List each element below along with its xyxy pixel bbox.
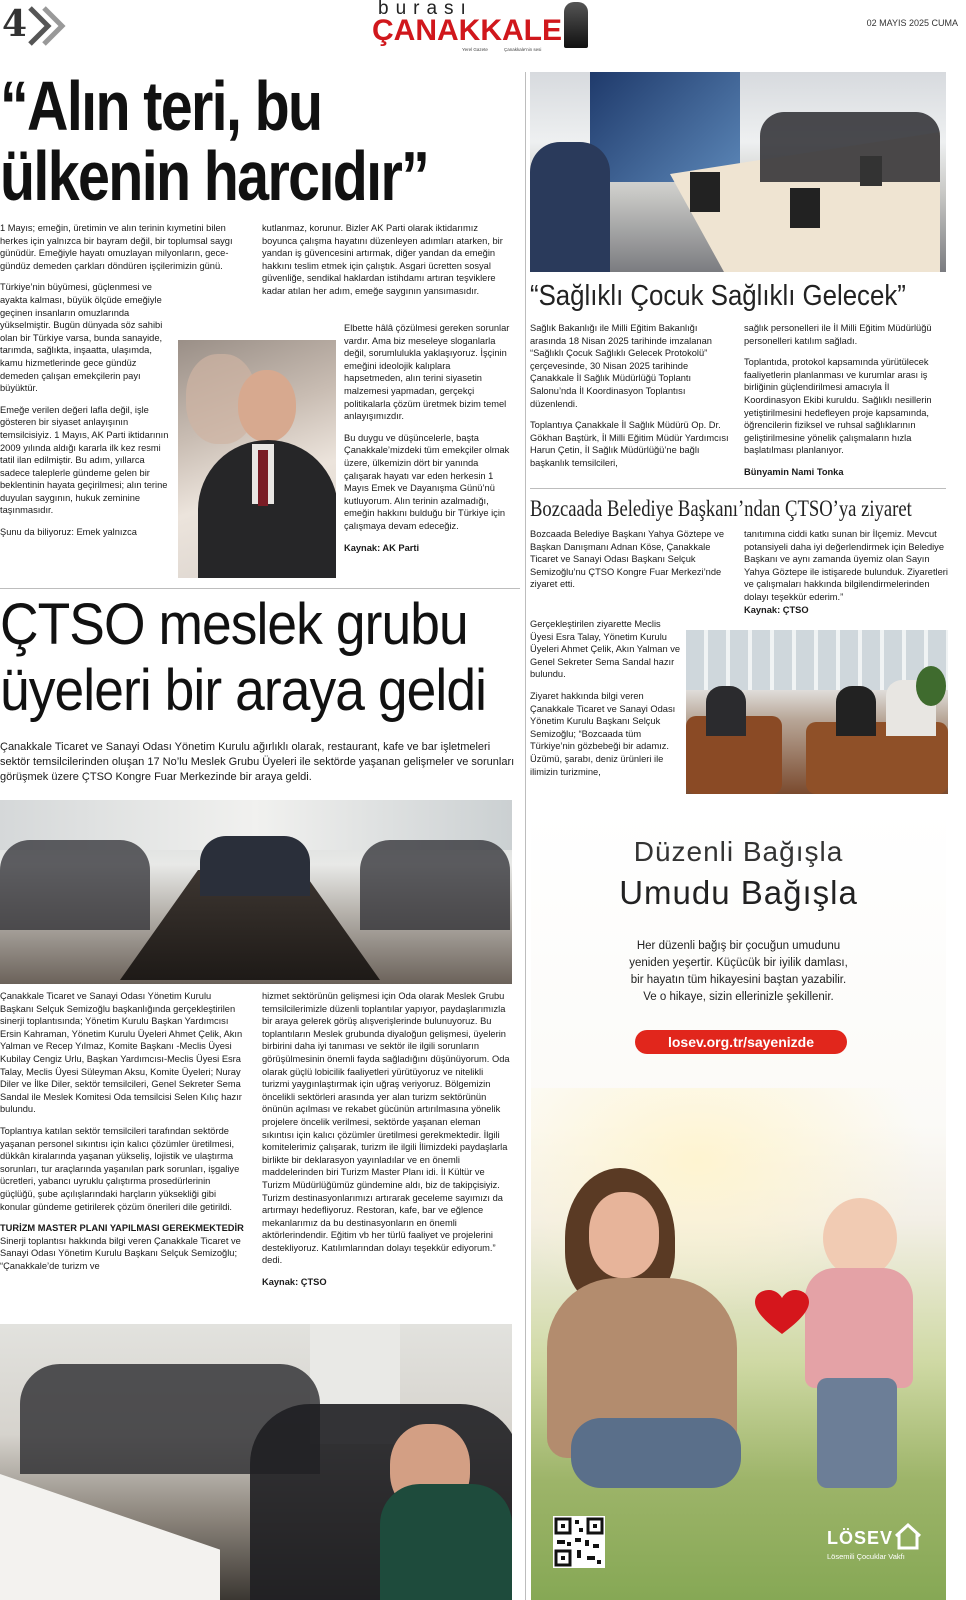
headline-line-1: “Alın teri, bu — [0, 67, 322, 145]
headline-line-1: ÇTSO meslek grubu — [0, 592, 468, 657]
brand-main: ÇANAKKALE — [372, 14, 562, 47]
losev-logo-subtitle: Lösemili Çocuklar Vakfı — [827, 1552, 905, 1561]
paragraph: Sinerji toplantısı hakkında bilgi veren Çanakkale Ticaret ve Sanayi Odası Yönetim Kurulu Başkanı Selçuk Semizoğlu; “Çanakkale’de turizm ve — [0, 1235, 241, 1271]
page-header — [0, 0, 966, 58]
paragraph: Elbette hâlâ çözülmesi gereken sorunlar vardır. Ama biz meseleye sloganlarla değil, sorumlulukla yaklaşıyoruz. İşçinin emeğini ideolojik kalıplara hapsetmeden, alın terini siyasetin malzemesi yapmadan, gerçekçi politikalarla çözüm üretmek bizim temel anlayışımızdır. — [344, 323, 510, 422]
paragraph: tanıtımına ciddi katkı sunan bir İlçemiz. Mevcut potansiyeli daha iyi değerlendirmek için Belediye Başkanı ve aynı zamanda üyemiz olan Sayın Yahya Göztepe ile istişarede bulunduk. Ziyaretleri ve çalışmaları hakkında bilgilendirmelerinden dolayı teşekkür ederim.” — [744, 529, 948, 602]
article-column-2 — [262, 222, 512, 307]
ataturk-silhouette-icon — [564, 2, 588, 48]
masthead-logo — [372, 0, 590, 56]
paragraph: Emeğe verilen değeri lafla değil, işle gösteren bir siyaset anlayışının temsilcisiyiz. 1 Mayıs, AK Parti iktidarının 2009 yılında aldığı kararla ilk kez resmi tatil ilan edilmiştir. Bu adım, yıllarca sadece taleplerle gündeme gelen bir beklentinin hayata geçirilmesi; alın terine duyulan saygının, hukuk zeminine taşınmasıdır. — [0, 404, 169, 516]
subheading: TURİZM MASTER PLANI YAPILMASI GEREKMEKTEDİR — [0, 1223, 244, 1234]
paragraph: Sağlık Bakanlığı ile Milli Eğitim Bakanlığı arasında 18 Nisan 2025 tarihinde imzalanan “Sağlıklı Çocuk Sağlıklı Gelecek Protokolü” çerçevesinde, 30 Nisan 2025 tarihinde Çanakkale İl Sağlık Müdürlüğü Toplantı Salonu’nda İl Koordinasyon Toplantısı düzenlendi. — [530, 323, 712, 409]
ad-url-button[interactable]: losev.org.tr/sayenizde — [635, 1030, 847, 1054]
ad-body-line-1: Her düzenli bağış bir çocuğun umudunu — [636, 940, 841, 952]
article-column-2 — [744, 528, 948, 625]
advertisement-losev — [531, 808, 946, 1600]
headline: Bozcaada Belediye Başkanı’ndan ÇTSO’ya ziyaret — [530, 496, 912, 521]
ad-body-line-3: bir hayatın tüm hikayesini baştan yazabilir. — [630, 974, 847, 986]
section-divider — [530, 488, 946, 489]
paragraph: Toplantıya katılan sektör temsilcileri tarafından sektörde yaşanan personel sıkıntısı için kalıcı çözümler üretilmesi, dükkân kiralarında yaşanan yükseliş, lojistik ve ulaştırma sorunları, tur araçlarında yaşanılan park sorunları, işgaliye ücretleri, yabancı uyruklu çalıştırma prosedürlerinin güçlüğü, şube açılışlarındaki harçların yüksekliği gibi konular gündeme getirilerek çözüm önerileri dile getirildi. — [0, 1125, 240, 1212]
article-alin-teri — [0, 67, 520, 590]
article-column-1b — [530, 618, 682, 787]
chevron-right-icon — [24, 6, 68, 46]
paragraph: hizmet sektörünün gelişmesi için Oda olarak Meslek Grubu temsilcilerimizle düzenli toplantılar yapıyor, paydaşlarımızla bir araya gelerek görüş alışverişlerinde bulunuyoruz. Bu toplantıların Meslek grubunda diyaloğun gelişmesi, üyelerin birbirini daha iyi tanıması ve sektör ile ilgili sorunların görüşülmesinin önemli fayda sağladığını düşünüyorum. Oda olarak güçlü lobicilik faaliyetleri yürütüyoruz ve nitelikli turizmi yaygınlaştırmak için uğraş veriyoruz. Bölgemizin öncelikli sektörleri arasında yer alan turizm sektörünün önünün açılması ve rekabet gücünün artırılmasına yönelik projelere öncelik verilmesi, sektörde yaşanan eleman sıkıntısı için kalıcı çözümler üretilmesi gerekmektedir. İlgili komitelerimiz çalışarak, turizm ile ilgili İlimizdeki paydaşlarla birlikte bir deklarasyon yayınladılar ve en önemli maddelerinden biri Turizm Master Planı idi. İl Kültür ve Turizm Müdürlüğümüz gündemine aldı, biz de takipçisiyiz. Turizm destinasyonlarımızı artırarak geceleme sayımızı da artırmayı hedefliyoruz. Restoran, kafe, bar ve eğlence mekanlarımız da bu destinasyonların en önemli aktörlerindendir. Eğitim vb her türlü faaliyet ve projelerini destekliyoruz. Katılımlarından dolayı teşekkür ediyorum.” dedi. — [262, 991, 510, 1266]
losev-logo — [823, 1520, 943, 1572]
ad-body-line-4: Ve o hikaye, sizin ellerinizle şekillenir. — [643, 991, 834, 1003]
article-column-2 — [262, 990, 512, 1298]
lead-paragraph: Çanakkale Ticaret ve Sanayi Odası Yönetim Kurulu ağırlıklı olarak, restaurant, kafe ve bar işletmeleri sektör temsilcilerinden oluşan 17 No’lu Meslek Grubu Üyeleri ile sektörde yaşanan gelişmeler ve sorunları görüşmek üzere ÇTSO Kongre Fuar Merkezinde bir araya geldi. — [0, 741, 515, 783]
issue-date: 02 MAYIS 2025 CUMA — [866, 18, 958, 28]
article-ctso-meslek — [0, 592, 520, 1600]
house-icon — [893, 1522, 923, 1550]
headline-line-2: ülkenin harcıdır” — [0, 137, 429, 215]
source: Kaynak: AK Parti — [344, 542, 420, 553]
article-column-2 — [744, 322, 946, 488]
paragraph: Gerçekleştirilen ziyarette Meclis Üyesi Esra Talay, Yönetim Kurulu Üyeleri Ahmet Çelik, Akın Yalman ve Genel Sekreter Sema Sandal hazır bulundu. — [530, 619, 681, 680]
paragraph: Türkiye’nin büyümesi, güçlenmesi ve ayakta kalması, büyük ölçüde emeğiyle geçinen insanların omuzlarında yükselmiştir. Bugün dünyada söz sahibi olan bir Türkiye varsa, bunda sanayide, tarımda, sağlıkta, inşaatta, ulaşımda, kamu hizmetlerinde gece gündüz demeden çalışan emekçilerin payı büyüktür. — [0, 282, 163, 394]
paragraph: Toplantıya Çanakkale İl Sağlık Müdürü Op. Dr. Gökhan Baştürk, İl Milli Eğitim Müdür Yardımcısı Harun Çetin, İl Sağlık Müdürlüğü’ne bağlı başkanlık temsilcileri, — [530, 420, 729, 468]
paragraph: Şunu da biliyoruz: Emek yalnızca — [0, 527, 137, 538]
losev-logo-text: LÖSEV — [827, 1528, 894, 1548]
author: Bünyamin Nami Tonka — [744, 466, 844, 477]
photo-coordination-meeting — [530, 72, 946, 272]
article-column-1 — [530, 322, 730, 479]
brand-tagline-2: Çanakkale'nin sesi — [504, 47, 542, 52]
page-number: 4 — [2, 3, 28, 45]
paragraph: Ziyaret hakkında bilgi veren Çanakkale Ticaret ve Sanayi Odası Yönetim Kurulu Başkanı Selçuk Semizoğlu; “Bozcaada tüm Türkiye’nin gözbebeği bir adamız. Üzümü, şarabı, deniz ürünleri ile ilimizin turizmine, — [530, 690, 676, 777]
photo-visit-lounge — [686, 630, 948, 794]
paragraph: sağlık personelleri ile İl Milli Eğitim Müdürlüğü personelleri katılım sağladı. — [744, 323, 932, 346]
ad-body-line-2: yeniden yeşertir. Küçücük bir iyilik damlası, — [629, 957, 848, 969]
source: Kaynak: ÇTSO — [262, 1277, 327, 1288]
paragraph: Toplantıda, protokol kapsamında yürütülecek faaliyetlerin planlanması ve kurumlar arası iş birliğinin güçlendirilmesi amacıyla İl Koordinasyon Ekibi kuruldu. Sağlıklı nesillerin yetiştirilmesini hedefleyen proje kapsamında, öğrencilerin fiziksel ve ruhsal sağlıklarının geliştirilmesine yönelik çalışmaların hızla başlatılması planlanıyor. — [744, 357, 932, 456]
paragraph: 1 Mayıs; emeğin, üretimin ve alın terinin kıymetini bilen herkes için yalnızca bir bayram değil, bir toplumsal saygı günüdür. Emeğiyle hayatı omuzlayan milyonların, gece-gündüz demeden çarkları döndüren işçilerimizin günü. — [0, 223, 233, 271]
article-column-1 — [0, 990, 246, 1281]
heart-icon — [755, 1290, 809, 1336]
paragraph: Çanakkale Ticaret ve Sanayi Odası Yönetim Kurulu Başkanı Selçuk Semizoğlu başkanlığında gerçekleştirilen sinerji toplantısında; Yönetim Kurulu Başkan Yardımcısı Ersin Kahraman, Yönetim Kurulu Üyeleri Ahmet Çelik, Akın Yalman ve Recep Yılmaz, Komite Başkanı -Meclis Üyesi Kubilay Cengiz Urlu, Başkan Yardımcısı-Meclis Üyesi Esra Talay, Meclis Üyesi Süleyman Aksu, Komite Üyeleri; Nuray Diler ve İlke Diler, sektör temsilcileri, Genel Sekreter Sema Sandal ile Meslek Komitesi Oda temsilcisi Selen Kılıç hazır bulundu. — [0, 991, 243, 1115]
photo-politician-portrait — [178, 340, 336, 578]
paragraph: kutlanmaz, korunur. Bizler AK Parti olarak iktidarımız boyunca çalışma hayatını düzenleyen adımları atarken, bir yandan iş güvencesini artırmak, diğer yandan da emeğin hakkını teslim etmek için çalıştık. Asgari ücretten sosyal güvenliğe, sendikal haklardan istihdamı artıran teşviklere kadar atılan her adım, emeğe saygının yansımasıdır. — [262, 223, 503, 296]
qr-code-icon — [553, 1516, 605, 1568]
headline-line-2: üyeleri bir araya geldi — [0, 658, 487, 723]
photo-meeting-participants — [0, 1324, 512, 1600]
article-column-2b — [344, 322, 510, 563]
ad-title-line-2: Umudu Bağışla — [619, 874, 858, 911]
paragraph: Bu duygu ve düşüncelerle, başta Çanakkale’mizdeki tüm emekçiler olmak üzere, ülkemizin dört bir yanında çalışarak hayatı var eden herkesin 1 Mayıs Emek ve Dayanışma Günü’nü kutluyorum. Alın terinin azalmadığı, emeğin hakkını bulduğu bir Türkiye için çalışmaya devam edeceğiz. — [344, 432, 510, 531]
source: Kaynak: ÇTSO — [744, 604, 809, 615]
article-saglikli-cocuk — [530, 72, 966, 492]
brand-tagline-1: Yerel Gazete — [462, 47, 488, 52]
column-divider — [525, 72, 526, 1600]
brand-small: burası — [378, 0, 473, 19]
section-divider — [0, 588, 520, 589]
article-column-1 — [530, 528, 736, 600]
ad-title-line-1: Düzenli Bağışla — [633, 836, 844, 867]
paragraph: Bozcaada Belediye Başkanı Yahya Göztepe ve Başkan Danışmanı Adnan Köse, Çanakkale Ticaret ve Sanayi Odası Başkanı Selçuk Semizoğlu’nu ÇTSO Kongre Fuar Merkezi’nde ziyaret etti. — [530, 529, 724, 590]
headline: “Sağlıklı Çocuk Sağlıklı Gelecek” — [530, 280, 906, 312]
photo-meeting-table — [0, 800, 512, 984]
article-bozcaada — [530, 494, 966, 800]
